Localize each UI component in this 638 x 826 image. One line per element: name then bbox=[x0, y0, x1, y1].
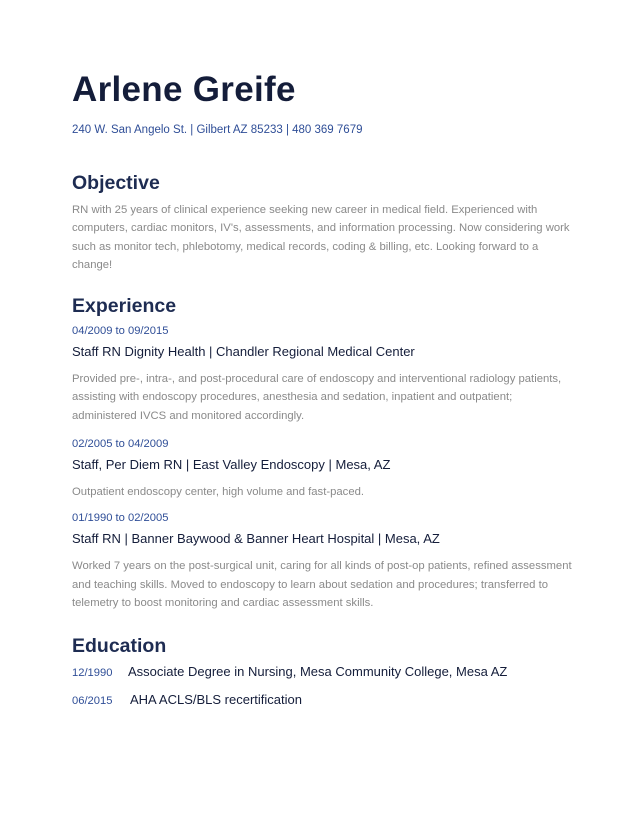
job-entry bbox=[72, 511, 572, 612]
job-dates: 02/2005 to 04/2009 bbox=[72, 438, 169, 451]
education-entry bbox=[72, 692, 572, 708]
section-title-education: Education bbox=[72, 635, 167, 658]
education-date: 12/1990 bbox=[72, 667, 113, 680]
job-dates: 01/1990 to 02/2005 bbox=[72, 512, 169, 525]
job-entry bbox=[72, 324, 572, 425]
education-detail: AHA ACLS/BLS recertification bbox=[130, 692, 302, 708]
job-dates: 04/2009 to 09/2015 bbox=[72, 325, 169, 338]
candidate-name: Arlene Greife bbox=[72, 70, 296, 109]
job-title: Staff RN | Banner Baywood & Banner Heart Hospital | Mesa, AZ bbox=[72, 531, 440, 547]
experience-section bbox=[72, 294, 572, 612]
job-description: Provided pre-, intra-, and post-procedural care of endoscopy and interventional radiology patients, assisting with endoscopy procedures, anesthesia and sedation, inpatient and outpatient; administered IVCS and monitored accordingly. bbox=[72, 373, 562, 422]
resume-page bbox=[72, 70, 572, 708]
job-title: Staff, Per Diem RN | East Valley Endoscopy | Mesa, AZ bbox=[72, 457, 391, 473]
education-section bbox=[72, 634, 572, 708]
job-description: Worked 7 years on the post-surgical unit, caring for all kinds of post-op patients, refined assessment and teaching skills. Moved to endoscopy to learn about sedation and procedures; transferred to telemetry to boost monitoring and cardiac assessment skills. bbox=[72, 560, 572, 609]
education-entry bbox=[72, 664, 572, 680]
job-entry bbox=[72, 437, 572, 501]
section-title-experience: Experience bbox=[72, 295, 177, 318]
job-title: Staff RN Dignity Health | Chandler Regional Medical Center bbox=[72, 344, 415, 360]
job-description: Outpatient endoscopy center, high volume and fast-paced. bbox=[72, 486, 365, 499]
objective-section bbox=[72, 171, 572, 274]
education-detail: Associate Degree in Nursing, Mesa Community College, Mesa AZ bbox=[128, 664, 508, 680]
contact-info: 240 W. San Angelo St. | Gilbert AZ 85233 | 480 369 7679 bbox=[72, 124, 363, 136]
objective-text: RN with 25 years of clinical experience seeking new career in medical field. Experienced with computers, cardiac monitors, IV's, assessments, and information processing. Now considering work such as monitor tech, phlebotomy, medical records, coding & billing, etc. Looking forward to a change! bbox=[72, 204, 570, 271]
education-date: 06/2015 bbox=[72, 695, 113, 708]
section-title-objective: Objective bbox=[72, 172, 160, 194]
